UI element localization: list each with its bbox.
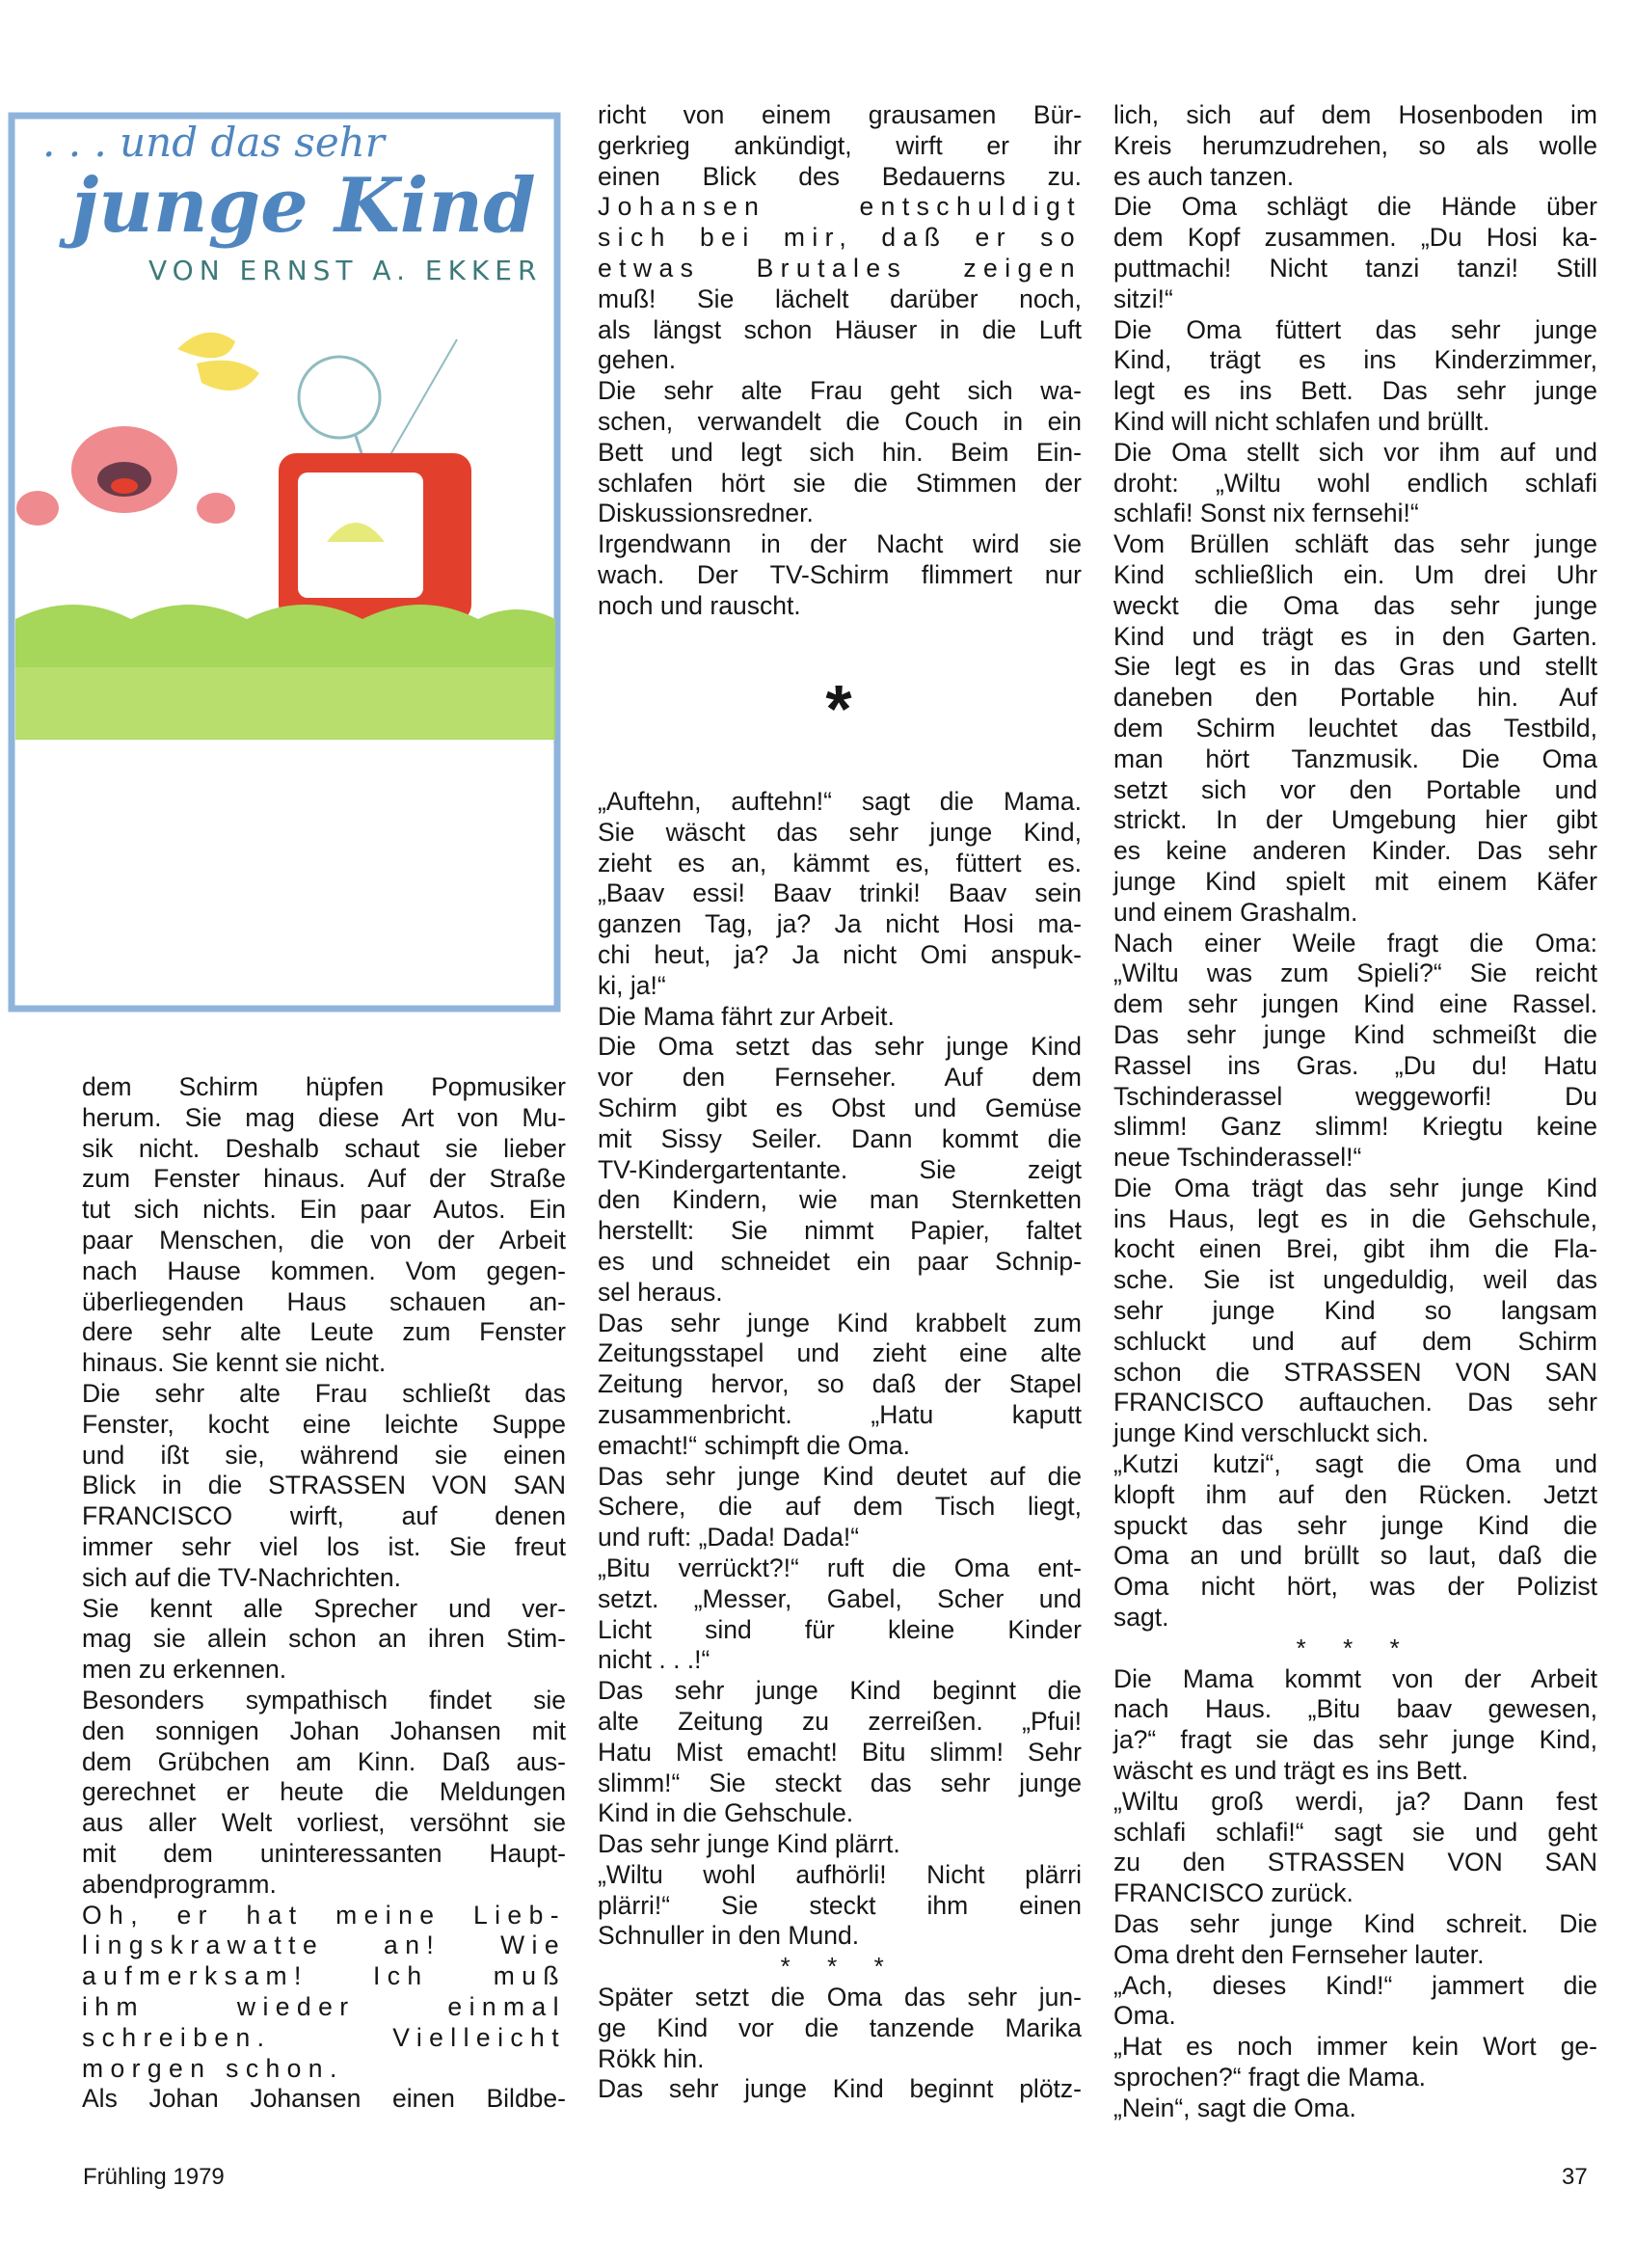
text-line: etwas Brutales zeigen bbox=[598, 253, 1082, 283]
text-line: Zeitungsstapel und zieht eine alte bbox=[598, 1338, 1082, 1368]
text-line: Die Mama fährt zur Arbeit. bbox=[598, 1001, 895, 1031]
text-line: slimm!“ Sie steckt das sehr junge bbox=[598, 1768, 1082, 1797]
byline: VON ERNST A. EKKER bbox=[148, 255, 543, 286]
column-3 bbox=[1113, 100, 1597, 2124]
text-line: „Ach, dieses Kind!“ jammert die bbox=[1113, 1970, 1597, 2000]
text-line: dem Grübchen am Kinn. Daß aus- bbox=[82, 1746, 566, 1776]
paragraph bbox=[1113, 2032, 1597, 2093]
text-line: Oma. bbox=[1113, 2001, 1176, 2031]
story-illustration bbox=[4, 108, 565, 1016]
text-line: es keine anderen Kinder. Das sehr bbox=[1113, 836, 1597, 866]
text-line: sche. Sie ist ungeduldig, weil das bbox=[1113, 1265, 1597, 1295]
text-line: Diskussionsredner. bbox=[598, 499, 814, 528]
text-line: lingskrawatte an! Wie bbox=[82, 1930, 566, 1960]
text-line: Schere, die auf dem Tisch liegt, bbox=[598, 1492, 1082, 1522]
text-line: gerechnet er heute die Meldungen bbox=[82, 1777, 566, 1807]
paragraph bbox=[598, 1002, 1082, 1033]
text-line: aufmerksam! Ich muß bbox=[82, 1961, 566, 1991]
text-line: Die Oma stellt sich vor ihm auf und bbox=[1113, 437, 1597, 467]
text-line: Hatu Mist emacht! Bitu slimm! Sehr bbox=[598, 1737, 1082, 1767]
text-line: Nach einer Weile fragt die Oma: bbox=[1113, 928, 1597, 958]
text-line: man hört Tanzmusik. Die Oma bbox=[1113, 743, 1597, 773]
text-line: legt es ins Bett. Das sehr junge bbox=[1113, 376, 1597, 406]
text-line: dere sehr alte Leute zum Fenster bbox=[82, 1317, 566, 1347]
text-line: sagt. bbox=[1113, 1603, 1169, 1633]
text-line: Tschinderassel weggeworfi! Du bbox=[1113, 1081, 1597, 1111]
text-line: daneben den Portable hin. Auf bbox=[1113, 683, 1597, 713]
page-number: 37 bbox=[1562, 2164, 1588, 2190]
text-line: vor den Fernseher. Auf dem bbox=[598, 1063, 1082, 1093]
text-line: den Kindern, wie man Sternketten bbox=[598, 1185, 1082, 1215]
column-1 bbox=[82, 1072, 566, 2115]
text-line: Besonders sympathisch findet sie bbox=[82, 1685, 566, 1714]
text-line: schlafen hört sie die Stimmen der bbox=[598, 468, 1082, 498]
text-line: Rökk hin. bbox=[598, 2043, 705, 2073]
text-line: Kind schließlich ein. Um drei Uhr bbox=[1113, 559, 1597, 589]
text-line: wäscht es und trägt es ins Bett. bbox=[1113, 1756, 1469, 1786]
paragraph bbox=[82, 1686, 566, 1901]
paragraph bbox=[598, 1860, 1082, 1952]
text-line: mit Sissy Seiler. Dann kommt die bbox=[598, 1123, 1082, 1153]
text-line: es auch tanzen. bbox=[1113, 161, 1295, 191]
text-line: Als Johan Johansen einen Bildbe- bbox=[82, 2084, 566, 2114]
text-line: muß! Sie lächelt darüber noch, bbox=[598, 284, 1082, 313]
column-2-top bbox=[598, 100, 1082, 622]
text-line: als längst schon Häuser in die Luft bbox=[598, 314, 1082, 344]
text-line: puttmachi! Nicht tanzi tanzi! Still bbox=[1113, 253, 1597, 283]
text-line: „Bitu verrückt?!“ ruft die Oma ent- bbox=[598, 1552, 1082, 1582]
text-line: „Wiltu was zum Spieli?“ Sie reicht bbox=[1113, 958, 1597, 988]
text-line: kocht einen Brei, gibt ihm die Fla- bbox=[1113, 1234, 1597, 1264]
text-line: herstellt: Sie nimmt Papier, faltet bbox=[598, 1216, 1082, 1246]
text-line: Johansen entschuldigt bbox=[598, 192, 1082, 222]
text-line: slimm! Ganz slimm! Kriegtu keine bbox=[1113, 1112, 1597, 1142]
text-line: zu den STRASSEN VON SAN bbox=[1113, 1848, 1597, 1877]
paragraph bbox=[1113, 1449, 1597, 1634]
text-line: TV-Kindergartentante. Sie zeigt bbox=[598, 1154, 1082, 1184]
text-line: sik nicht. Deshalb schaut sie lieber bbox=[82, 1133, 566, 1163]
text-line: „Wiltu groß werdi, ja? Dann fest bbox=[1113, 1786, 1597, 1816]
text-line: und ruft: „Dada! Dada!“ bbox=[598, 1523, 860, 1552]
text-line: FRANCISCO wirft, auf denen bbox=[82, 1501, 566, 1531]
paragraph bbox=[598, 1829, 1082, 1860]
text-line: sel heraus. bbox=[598, 1277, 723, 1307]
text-line: sich auf die TV-Nachrichten. bbox=[82, 1562, 401, 1592]
section-separator: * * * bbox=[780, 1952, 899, 1982]
paragraph bbox=[82, 1072, 566, 1379]
paragraph bbox=[82, 1901, 566, 2085]
paragraph bbox=[598, 1309, 1082, 1462]
paragraph bbox=[1113, 315, 1597, 438]
text-line: paar Menschen, die von der Arbeit bbox=[82, 1225, 566, 1255]
text-line: Die sehr alte Frau schließt das bbox=[82, 1378, 566, 1408]
text-line: setzt. „Messer, Gabel, Scher und bbox=[598, 1583, 1082, 1613]
text-line: gehen. bbox=[598, 345, 677, 375]
text-line: sprochen?“ fragt die Mama. bbox=[1113, 2063, 1427, 2092]
text-line: ge Kind vor die tanzende Marika bbox=[598, 2012, 1082, 2042]
text-line: schlafi! Sonst nix fernsehi!“ bbox=[1113, 499, 1419, 528]
text-line: dem Schirm leuchtet das Testbild, bbox=[1113, 713, 1597, 742]
watercolor-drawing bbox=[4, 108, 565, 1016]
text-line: Irgendwann in der Nacht wird sie bbox=[598, 529, 1082, 559]
text-line: „Baav essi! Baav trinki! Baav sein bbox=[598, 878, 1082, 908]
text-line: Rassel ins Gras. „Du du! Hatu bbox=[1113, 1050, 1597, 1080]
text-line: wach. Der TV-Schirm flimmert nur bbox=[598, 559, 1082, 589]
paragraph bbox=[598, 1676, 1082, 1829]
text-line: schluckt und auf dem Schirm bbox=[1113, 1326, 1597, 1356]
section-asterisk: * bbox=[825, 671, 852, 746]
text-line: „Kutzi kutzi“, sagt die Oma und bbox=[1113, 1449, 1597, 1479]
text-line: hinaus. Sie kennt sie nicht. bbox=[82, 1348, 387, 1378]
text-line: es und schneidet ein paar Schnip- bbox=[598, 1246, 1082, 1276]
text-line: emacht!“ schimpft die Oma. bbox=[598, 1430, 910, 1460]
text-line: mit dem uninteressanten Haupt- bbox=[82, 1838, 566, 1868]
paragraph bbox=[1113, 2093, 1597, 2124]
text-line: ihm wieder einmal bbox=[82, 1991, 566, 2021]
text-line: Die sehr alte Frau geht sich wa- bbox=[598, 376, 1082, 406]
text-line: Bett und legt sich hin. Beim Ein- bbox=[598, 437, 1082, 467]
text-line: ins Haus, legt es in die Gehschule, bbox=[1113, 1203, 1597, 1233]
text-line: richt von einem grausamen Bür- bbox=[598, 100, 1082, 129]
text-line: Das sehr junge Kind krabbelt zum bbox=[598, 1308, 1082, 1337]
text-line: den sonnigen Johan Johansen mit bbox=[82, 1715, 566, 1745]
text-line: Das sehr junge Kind schmeißt die bbox=[1113, 1019, 1597, 1049]
text-line: lich, sich auf dem Hosenboden im bbox=[1113, 100, 1597, 129]
text-line: junge Kind verschluckt sich. bbox=[1113, 1418, 1429, 1448]
text-line: alte Zeitung zu zerreißen. „Pfui! bbox=[598, 1706, 1082, 1736]
text-line: morgen schon. bbox=[82, 2053, 344, 2083]
text-line: Oma nicht hört, was der Polizist bbox=[1113, 1572, 1597, 1602]
paragraph bbox=[1113, 1174, 1597, 1449]
text-line: Schnuller in den Mund. bbox=[598, 1921, 860, 1951]
text-line: mag sie allein schon an ihren Stim- bbox=[82, 1624, 566, 1654]
text-line: Die Oma schlägt die Hände über bbox=[1113, 192, 1597, 222]
text-line: Oh, er hat meine Lieb- bbox=[82, 1900, 566, 1930]
paragraph bbox=[1113, 529, 1597, 928]
text-line: FRANCISCO zurück. bbox=[1113, 1878, 1354, 1908]
text-line: Die Oma setzt das sehr junge Kind bbox=[598, 1032, 1082, 1062]
text-line: Kind und trägt es in den Garten. bbox=[1113, 621, 1597, 651]
paragraph bbox=[598, 787, 1082, 1002]
text-line: schlafi schlafi!“ sagt sie und geht bbox=[1113, 1817, 1597, 1847]
issue-label: Frühling 1979 bbox=[83, 2164, 225, 2190]
text-line: junge Kind spielt mit einem Käfer bbox=[1113, 866, 1597, 896]
paragraph bbox=[598, 1983, 1082, 2074]
paragraph bbox=[598, 1032, 1082, 1308]
paragraph bbox=[598, 529, 1082, 621]
text-line: droht: „Wiltu wohl endlich schlafi bbox=[1113, 468, 1597, 498]
text-line: dem sehr jungen Kind eine Rassel. bbox=[1113, 989, 1597, 1019]
text-line: Schirm gibt es Obst und Gemüse bbox=[598, 1093, 1082, 1122]
text-line: zusammenbricht. „Hatu kaputt bbox=[598, 1399, 1082, 1429]
text-line: zieht es an, kämmt es, füttert es. bbox=[598, 848, 1082, 878]
paragraph bbox=[82, 1379, 566, 1594]
text-line: überliegenden Haus schauen an- bbox=[82, 1286, 566, 1316]
text-line: einen Blick des Bedauerns zu. bbox=[598, 161, 1082, 191]
text-line: nach Hause kommen. Vom gegen- bbox=[82, 1256, 566, 1285]
paragraph bbox=[598, 100, 1082, 376]
text-line: sitzi!“ bbox=[1113, 284, 1173, 313]
text-line: neue Tschinderassel!“ bbox=[1113, 1143, 1362, 1173]
text-line: Fenster, kocht eine leichte Suppe bbox=[82, 1409, 566, 1439]
paragraph bbox=[598, 1462, 1082, 1553]
text-line: ganzen Tag, ja? Ja nicht Hosi ma- bbox=[598, 909, 1082, 939]
text-line: noch und rauscht. bbox=[598, 590, 801, 620]
text-line: dem Kopf zusammen. „Du Hosi ka- bbox=[1113, 223, 1597, 253]
text-line: spuckt das sehr junge Kind die bbox=[1113, 1510, 1597, 1540]
text-line: men zu erkennen. bbox=[82, 1655, 287, 1685]
text-line: nicht . . .!“ bbox=[598, 1645, 710, 1675]
text-line: zum Fenster hinaus. Auf der Straße bbox=[82, 1164, 566, 1194]
text-line: und einem Grashalm. bbox=[1113, 897, 1358, 927]
grass bbox=[15, 605, 555, 740]
text-line: Zeitung hervor, so daß der Stapel bbox=[598, 1369, 1082, 1399]
text-line: chi heut, ja? Ja nicht Omi anspuk- bbox=[598, 939, 1082, 969]
paragraph bbox=[1113, 192, 1597, 314]
title-line-1: . . . und das sehr bbox=[42, 119, 385, 166]
text-line: Vom Brüllen schläft das sehr junge bbox=[1113, 529, 1597, 559]
text-line: Später setzt die Oma das sehr jun- bbox=[598, 1983, 1082, 2012]
text-line: abendprogramm. bbox=[82, 1869, 277, 1899]
text-line: Sie legt es in das Gras und stellt bbox=[1113, 652, 1597, 682]
paragraph bbox=[598, 376, 1082, 529]
text-line: Kind will nicht schlafen und brüllt. bbox=[1113, 406, 1490, 436]
text-line: „Nein“, sagt die Oma. bbox=[1113, 2092, 1356, 2122]
text-line: tut sich nichts. Ein paar Autos. Ein bbox=[82, 1195, 566, 1225]
text-line: „Hat es noch immer kein Wort ge- bbox=[1113, 2032, 1597, 2062]
text-line: Kind in die Gehschule. bbox=[598, 1798, 854, 1828]
text-line: schen, verwandelt die Couch in ein bbox=[598, 406, 1082, 436]
text-line: Licht sind für kleine Kinder bbox=[598, 1614, 1082, 1644]
text-line: plärri!“ Sie steckt ihm einen bbox=[598, 1890, 1082, 1920]
text-line: Das sehr junge Kind schreit. Die bbox=[1113, 1909, 1597, 1939]
text-line: Sie kennt alle Sprecher und ver- bbox=[82, 1593, 566, 1623]
text-line: „Wiltu wohl aufhörli! Nicht plärri bbox=[598, 1859, 1082, 1889]
text-line: Die Mama kommt von der Arbeit bbox=[1113, 1663, 1597, 1693]
text-line: Kreis herumzudrehen, so als wolle bbox=[1113, 130, 1597, 160]
text-line: schon die STRASSEN VON SAN bbox=[1113, 1357, 1597, 1387]
text-line: Die Oma füttert das sehr junge bbox=[1113, 314, 1597, 344]
text-line: herum. Sie mag diese Art von Mu- bbox=[82, 1102, 566, 1132]
text-line: schreiben. Vielleicht bbox=[82, 2022, 566, 2052]
text-line: aus aller Welt vorliest, versöhnt sie bbox=[82, 1808, 566, 1838]
text-line: gerkrieg ankündigt, wirft er ihr bbox=[598, 130, 1082, 160]
paragraph bbox=[1113, 438, 1597, 529]
paragraph bbox=[598, 2074, 1082, 2105]
paragraph bbox=[82, 1594, 566, 1686]
paragraph bbox=[1113, 1909, 1597, 1971]
text-line: Blick in die STRASSEN VON SAN bbox=[82, 1471, 566, 1500]
text-line: Oma an und brüllt so laut, daß die bbox=[1113, 1541, 1597, 1571]
text-line: ki, ja!“ bbox=[598, 970, 666, 1000]
text-line: Sie wäscht das sehr junge Kind, bbox=[598, 817, 1082, 847]
text-line: setzt sich vor den Portable und bbox=[1113, 774, 1597, 804]
text-line: dem Schirm hüpfen Popmusiker bbox=[82, 1072, 566, 1101]
text-line: sich bei mir, daß er so bbox=[598, 223, 1082, 253]
text-line: „Auftehn, auftehn!“ sagt die Mama. bbox=[598, 787, 1082, 816]
text-line: FRANCISCO auftauchen. Das sehr bbox=[1113, 1388, 1597, 1418]
paragraph bbox=[1113, 100, 1597, 192]
paragraph bbox=[1113, 1664, 1597, 1787]
text-line: weckt die Oma das sehr junge bbox=[1113, 590, 1597, 620]
text-line: klopft ihm auf den Rücken. Jetzt bbox=[1113, 1479, 1597, 1509]
title-line-2: junge Kind bbox=[71, 162, 536, 250]
text-line: immer sehr viel los ist. Sie freut bbox=[82, 1531, 566, 1561]
text-line: und ißt sie, während sie einen bbox=[82, 1440, 566, 1470]
text-line: Das sehr junge Kind plärrt. bbox=[598, 1829, 900, 1859]
section-separator: * * * bbox=[1296, 1633, 1415, 1662]
text-line: Kind, trägt es ins Kinderzimmer, bbox=[1113, 345, 1597, 375]
text-line: Oma dreht den Fernseher lauter. bbox=[1113, 1939, 1485, 1969]
text-line: strickt. In der Umgebung hier gibt bbox=[1113, 805, 1597, 835]
text-line: nach Haus. „Bitu baav gewesen, bbox=[1113, 1694, 1597, 1724]
text-line: Das sehr junge Kind deutet auf die bbox=[598, 1461, 1082, 1491]
text-line: sehr junge Kind so langsam bbox=[1113, 1296, 1597, 1326]
text-line: Die Oma trägt das sehr junge Kind bbox=[1113, 1173, 1597, 1202]
paragraph bbox=[1113, 1787, 1597, 1909]
paragraph bbox=[1113, 1971, 1597, 2033]
paragraph bbox=[82, 2084, 566, 2115]
paragraph bbox=[1113, 929, 1597, 1174]
text-line: Das sehr junge Kind beginnt plötz- bbox=[598, 2074, 1082, 2104]
paragraph bbox=[598, 1553, 1082, 1676]
column-2-bottom bbox=[598, 787, 1082, 2105]
text-line: ja?“ fragt sie das sehr junge Kind, bbox=[1113, 1725, 1597, 1755]
text-line: Das sehr junge Kind beginnt die bbox=[598, 1676, 1082, 1706]
